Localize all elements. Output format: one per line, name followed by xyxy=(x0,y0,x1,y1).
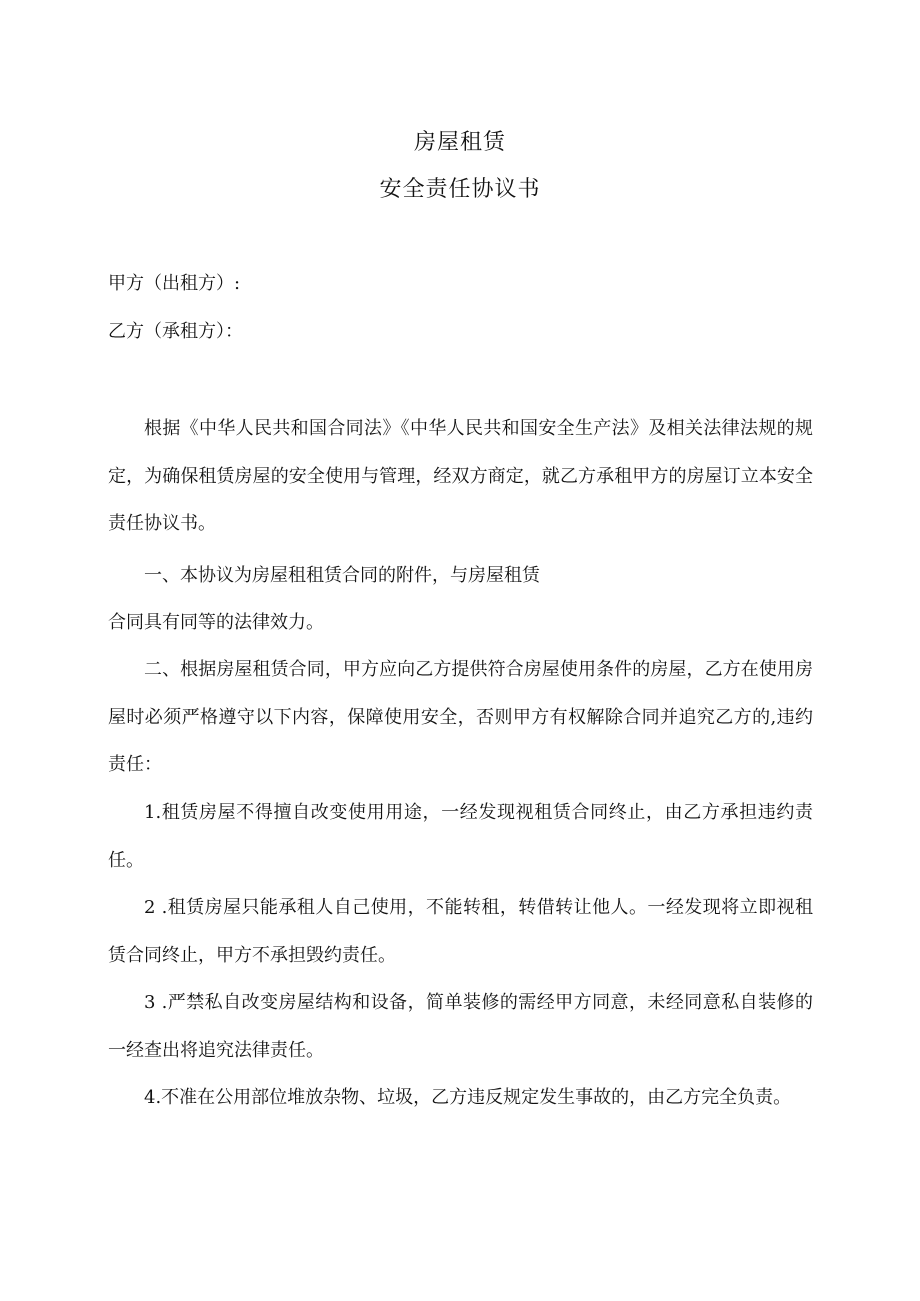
clause-1-line-1: 一、本协议为房屋租租赁合同的附件，与房屋租赁 xyxy=(144,565,540,586)
party-a-label: 甲方（出租方）: xyxy=(108,273,241,294)
document-subtitle: 安全责任协议书 xyxy=(379,177,541,202)
item-3-paragraph: 3 .严禁私自改变房屋结构和设备，简单装修的需经甲方同意，未经同意私自装修的一经查出将追究法律责任。 xyxy=(108,992,813,1061)
preamble-paragraph: 根据《中华人民共和国合同法》《中华人民共和国安全生产法》及相关法律法规的规定，为确保租赁房屋的安全使用与管理，经双方商定，就乙方承租甲方的房屋订立本安全责任协议书。 xyxy=(108,418,813,534)
document-title: 房屋租赁 xyxy=(413,130,506,155)
item-1-paragraph: 1.租赁房屋不得擅自改变使用用途，一经发现视租赁合同终止，由乙方承担违约责任。 xyxy=(108,802,813,871)
clause-2-paragraph: 二、根据房屋租赁合同，甲方应向乙方提供符合房屋使用条件的房屋，乙方在使用房屋时必须严格遵守以下内容，保障使用安全，否则甲方有权解除合同并追究乙方的,违约责任： xyxy=(108,659,813,775)
party-b-label: 乙方（承租方）： xyxy=(108,321,243,342)
item-2-paragraph: 2 .租赁房屋只能承租人自己使用，不能转租，转借转让他人。一经发现将立即视租赁合同终止，甲方不承担毁约责任。 xyxy=(108,897,813,966)
item-4-paragraph: 4.不准在公用部位堆放杂物、垃圾，乙方违反规定发生事故的，由乙方完全负责。 xyxy=(144,1087,792,1108)
clause-1-line-2: 合同具有同等的法律效力。 xyxy=(108,612,324,633)
